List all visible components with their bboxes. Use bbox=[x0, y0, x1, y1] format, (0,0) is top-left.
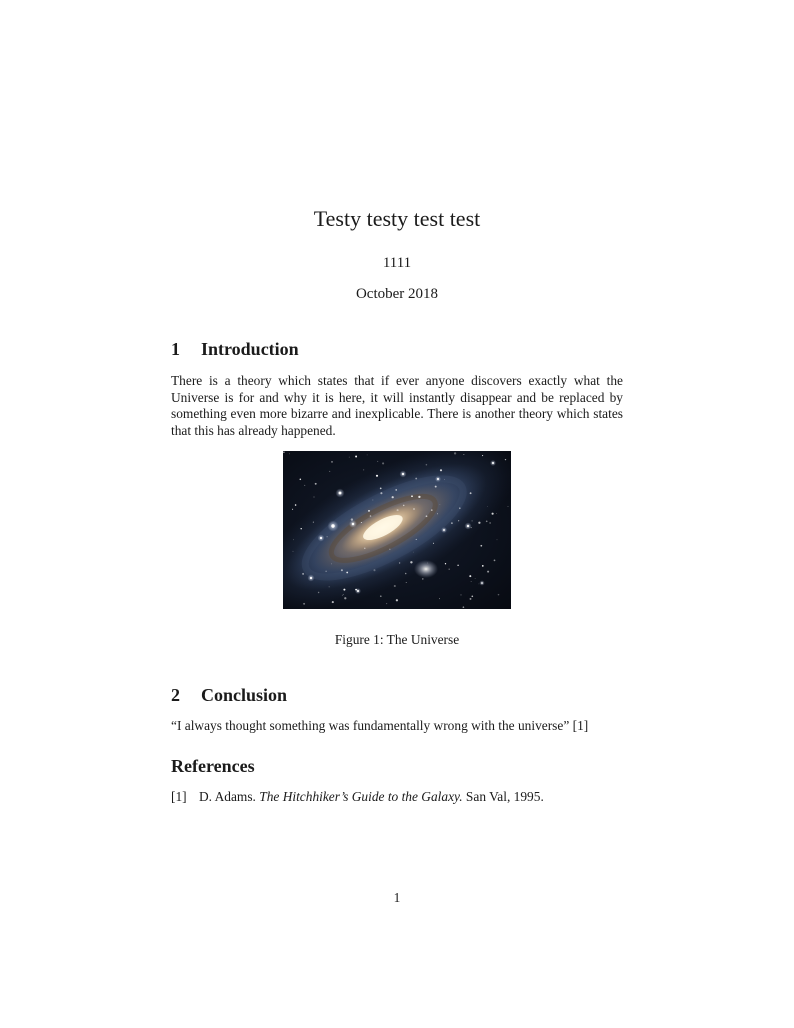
conclusion-paragraph: “I always thought something was fundamentally wrong with the universe” [1] bbox=[171, 718, 589, 733]
section-heading-introduction bbox=[171, 338, 623, 360]
section-heading-conclusion bbox=[171, 684, 623, 706]
reference-title: The Hitchhiker’s Guide to the Galaxy. bbox=[259, 788, 463, 804]
reference-text bbox=[199, 789, 544, 806]
document-date: October 2018 bbox=[355, 286, 439, 302]
reference-authors: D. Adams. bbox=[199, 788, 260, 804]
document-title: Testy testy test test bbox=[313, 206, 481, 231]
section-title: Conclusion bbox=[201, 685, 288, 705]
introduction-paragraph: There is a theory which states that if ever anyone discovers exactly what the Universe is for and why it is here, it will instantly disappear and be replaced by something even more bizarre and inexplicable. There is another theory which states that this has already happened. bbox=[171, 373, 623, 438]
section-title: Introduction bbox=[201, 339, 299, 359]
page-number: 1 bbox=[393, 890, 401, 905]
reference-item bbox=[171, 789, 623, 806]
galaxy-image bbox=[283, 451, 511, 609]
figure-block bbox=[171, 451, 623, 648]
document-author: 1111 bbox=[382, 255, 412, 271]
figure-caption: Figure 1: The Universe bbox=[334, 632, 460, 647]
references-heading: References bbox=[171, 755, 255, 776]
reference-label: [1] bbox=[171, 788, 187, 804]
section-number: 1 bbox=[171, 339, 180, 359]
reference-rest: San Val, 1995. bbox=[462, 788, 544, 804]
section-number: 2 bbox=[171, 685, 180, 705]
companion-galaxy bbox=[414, 560, 438, 578]
text-column bbox=[171, 0, 623, 805]
